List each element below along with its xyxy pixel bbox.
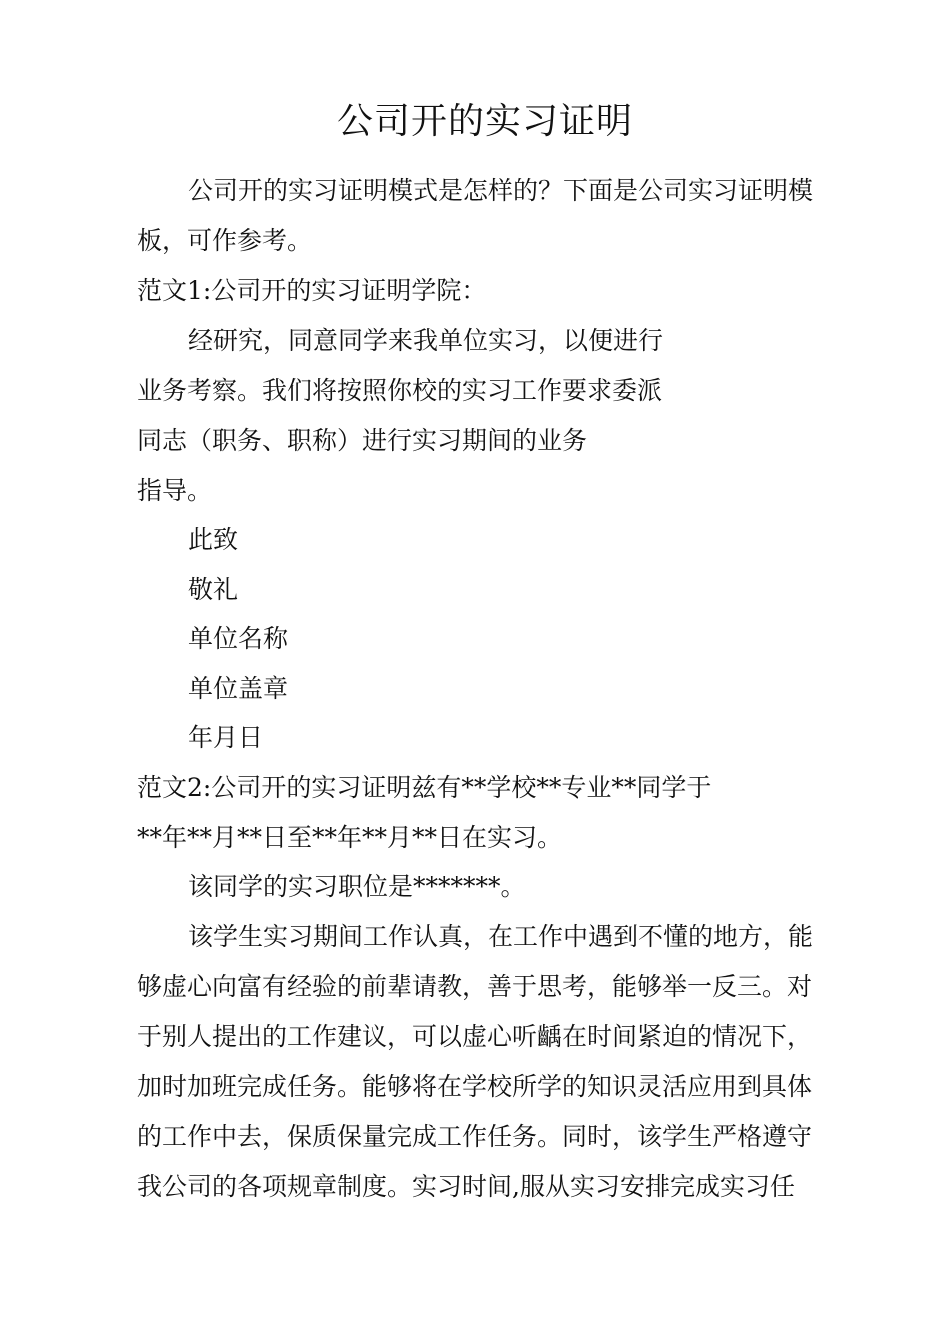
text-line: 敬礼 [188, 575, 239, 604]
text-line: 够虚心向富有经验的前辈请教，善于思考，能够举一反三。对 [137, 972, 813, 1001]
text-line: 此致 [188, 525, 239, 554]
text-line: 公司开的实习证明模式是怎样的？下面是公司实习证明模 [188, 176, 814, 205]
text-line: **年**月**日至**年**月**日在实习。 [137, 823, 563, 852]
text-line: 加时加班完成任务。能够将在学校所学的知识灵活应用到具体 [137, 1072, 813, 1101]
text-line: 同志（职务、职称）进行实习期间的业务 [137, 426, 588, 455]
text-line: 范文1:公司开的实习证明学院： [137, 276, 487, 305]
text-line: 范文2:公司开的实习证明兹有**学校**专业**同学于 [137, 773, 712, 802]
text-line: 板，可作参考。 [137, 226, 313, 255]
text-line: 业务考察。我们将按照你校的实习工作要求委派 [137, 376, 663, 405]
text-line: 我公司的各项规章制度。实习时间,服从实习安排完成实习任 [137, 1172, 795, 1201]
text-line: 单位名称 [188, 624, 289, 653]
text-line: 该学生实习期间工作认真，在工作中遇到不懂的地方，能 [188, 922, 814, 951]
text-line: 经研究，同意同学来我单位实习，以便进行 [188, 326, 664, 355]
document-title: 公司开的实习证明 [336, 101, 633, 142]
text-line: 该同学的实习职位是*******。 [188, 872, 526, 901]
text-line: 的工作中去，保质保量完成工作任务。同时，该学生严格遵守 [137, 1122, 813, 1151]
text-line: 于别人提出的工作建议，可以虚心听齲在时间紧迫的情况下， [137, 1022, 813, 1051]
text-line: 单位盖章 [188, 674, 289, 703]
text-line: 指导。 [137, 476, 213, 505]
text-line: 年月日 [188, 723, 264, 752]
